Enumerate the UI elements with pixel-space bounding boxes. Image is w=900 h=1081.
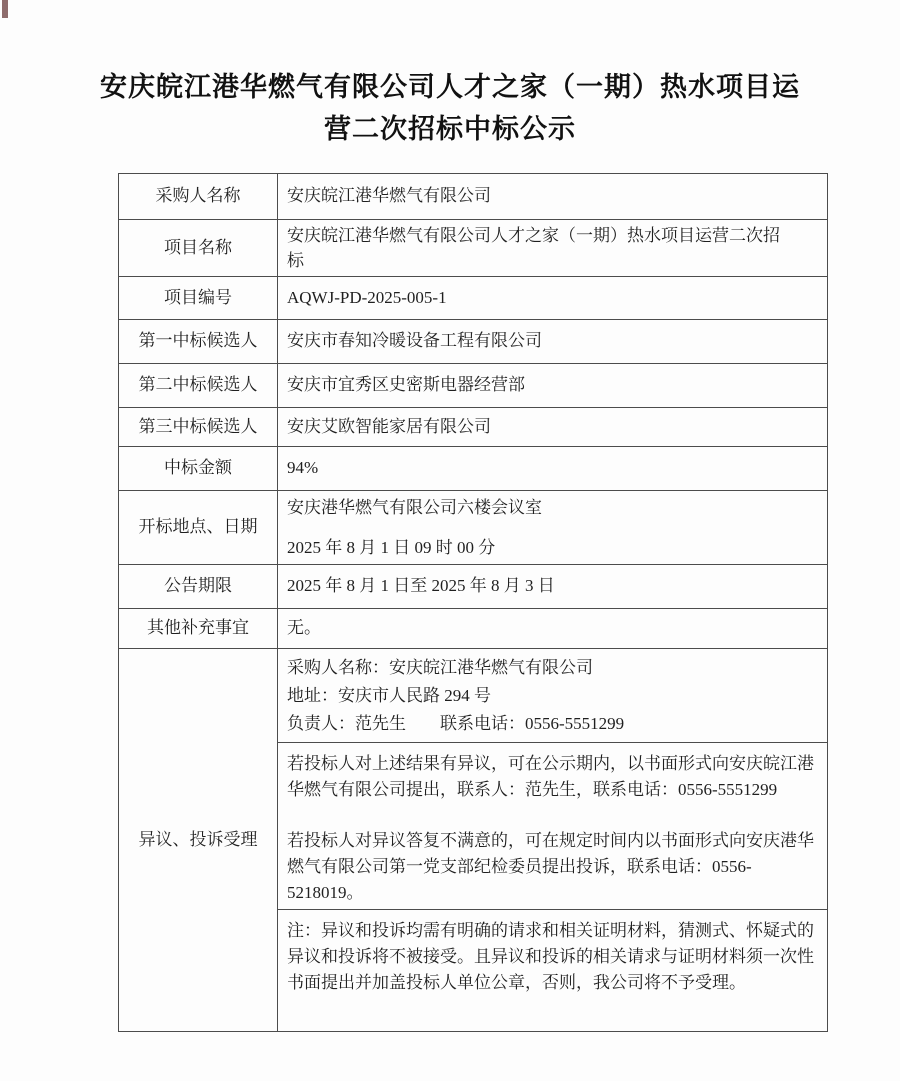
row-value: 94% — [278, 447, 828, 491]
row-label: 中标金额 — [119, 447, 278, 491]
row-label: 采购人名称 — [119, 174, 278, 220]
row-value: 安庆市春知冷暖设备工程有限公司 — [278, 320, 828, 364]
table-row-award-amount — [119, 447, 828, 491]
table-row-candidate-1 — [119, 320, 828, 364]
table-row-objection-contact — [119, 649, 828, 743]
row-value: 无。 — [278, 609, 828, 649]
row-value — [278, 491, 828, 565]
row-label: 项目名称 — [119, 220, 278, 277]
row-value — [278, 220, 828, 277]
row-label: 第一中标候选人 — [119, 320, 278, 364]
row-label: 开标地点、日期 — [119, 491, 278, 565]
row-value: AQWJ-PD-2025-005-1 — [278, 277, 828, 320]
row-label: 第三中标候选人 — [119, 408, 278, 447]
table-row-announcement-period — [119, 565, 828, 609]
announcement-table — [118, 173, 828, 1032]
row-value: 2025 年 8 月 1 日至 2025 年 8 月 3 日 — [278, 565, 828, 609]
row-label: 公告期限 — [119, 565, 278, 609]
table-row-candidate-3 — [119, 408, 828, 447]
row-label: 项目编号 — [119, 277, 278, 320]
page-title-line-1: 安庆皖江港华燃气有限公司人才之家（一期）热水项目运 — [100, 72, 800, 102]
table-row-candidate-2 — [119, 364, 828, 408]
objection-procedure-cell — [278, 743, 828, 910]
objection-purchaser-name: 采购人名称：安庆皖江港华燃气有限公司 — [287, 657, 593, 677]
page-title-line-2: 营二次招标中标公示 — [324, 114, 576, 144]
table-row-project-name — [119, 220, 828, 277]
objection-contact-cell — [278, 649, 828, 743]
table-row-purchaser — [119, 174, 828, 220]
row-value: 安庆皖江港华燃气有限公司 — [278, 174, 828, 220]
objection-procedure-para-2: 若投标人对异议答复不满意的，可在规定时间内以书面形式向安庆港华燃气有限公司第一党支部纪检委员提出投诉，联系电话：0556-5218019。 — [287, 831, 814, 902]
objection-note-para: 注：异议和投诉均需有明确的请求和相关证明材料，猜测式、怀疑式的异议和投诉将不被接受。且异议和投诉的相关请求与证明材料须一次性书面提出并加盖投标人单位公章，否则，我公司将不予受理。 — [287, 921, 814, 992]
opening-place: 安庆港华燃气有限公司六楼会议室 — [287, 497, 542, 517]
page-title — [70, 66, 830, 150]
project-name-line-2: 标 — [287, 251, 304, 270]
corner-mark — [2, 0, 8, 18]
row-label: 其他补充事宜 — [119, 609, 278, 649]
opening-date: 2025 年 8 月 1 日 09 时 00 分 — [287, 537, 496, 557]
row-value: 安庆市宜秀区史密斯电器经营部 — [278, 364, 828, 408]
table-row-other-matters — [119, 609, 828, 649]
objection-note-cell — [278, 910, 828, 1032]
table-row-opening-place-date — [119, 491, 828, 565]
project-name-line-1: 安庆皖江港华燃气有限公司人才之家（一期）热水项目运营二次招 — [287, 226, 780, 245]
objection-row-label: 异议、投诉受理 — [119, 649, 278, 1032]
objection-purchaser-address: 地址：安庆市人民路 294 号 — [287, 685, 491, 705]
table-row-project-number — [119, 277, 828, 320]
objection-purchaser-phone: 负责人：范先生 联系电话：0556-5551299 — [287, 713, 625, 733]
row-value: 安庆艾欧智能家居有限公司 — [278, 408, 828, 447]
objection-procedure-para-1: 若投标人对上述结果有异议，可在公示期内，以书面形式向安庆皖江港华燃气有限公司提出，联系人：范先生，联系电话：0556-5551299 — [287, 754, 814, 799]
row-label: 第二中标候选人 — [119, 364, 278, 408]
